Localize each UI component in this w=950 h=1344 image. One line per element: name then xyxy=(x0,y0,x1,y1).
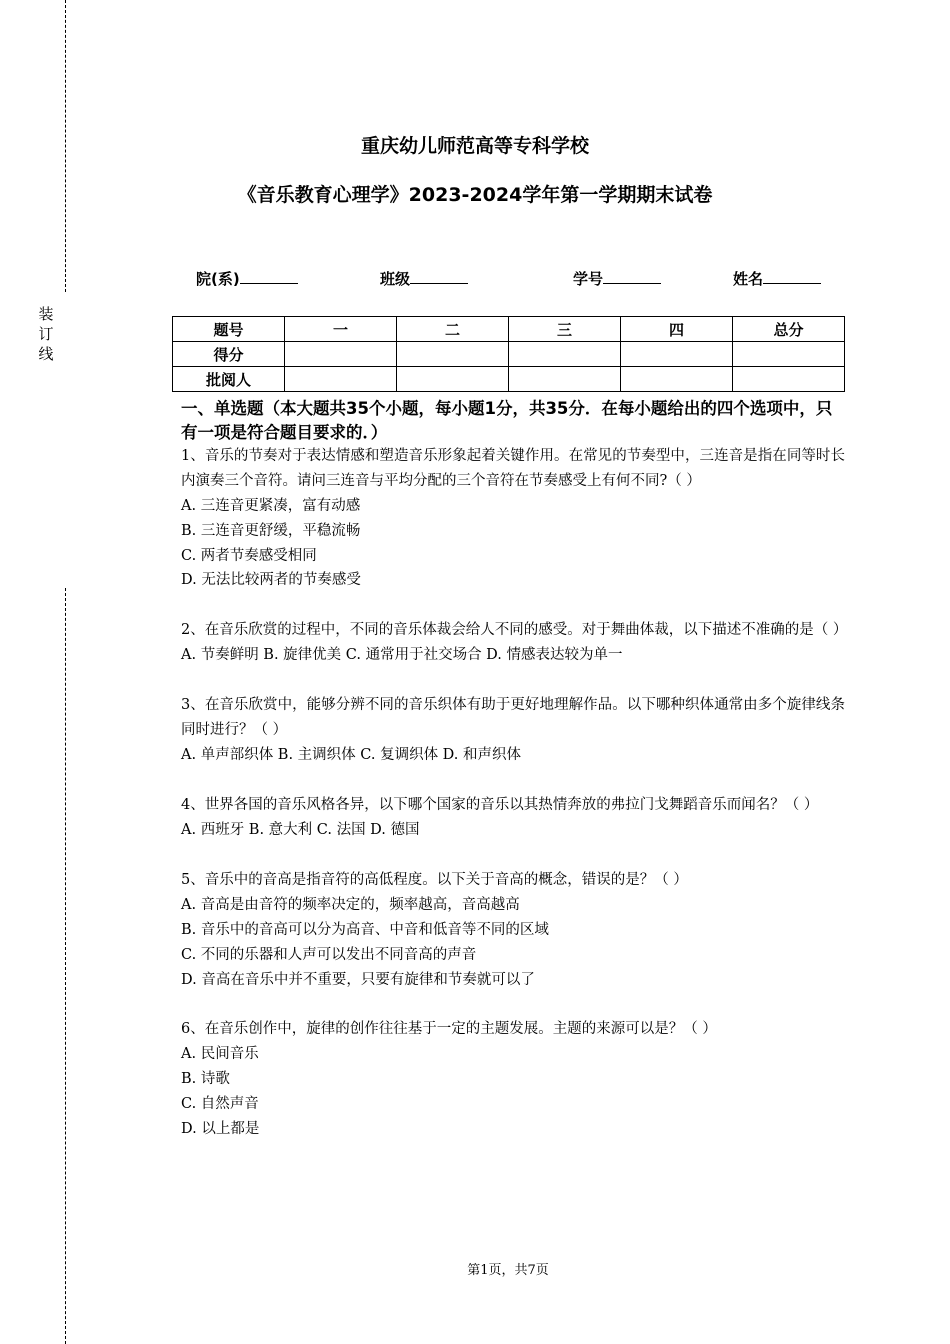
question-text: 2、在音乐欣赏的过程中，不同的音乐体裁会给人不同的感受。对于舞曲体裁，以下描述不准确的是（ ） xyxy=(181,622,848,639)
department-label: 院(系) xyxy=(196,270,240,288)
page-footer: 第1页，共7页 xyxy=(467,1263,549,1278)
student-id-field xyxy=(573,268,661,289)
score-cell[interactable] xyxy=(397,342,509,367)
binding-line-bottom xyxy=(65,588,66,1344)
binding-label: 装订线 xyxy=(38,305,54,363)
question-text: 5、音乐中的音高是指音符的高低程度。以下关于音高的概念，错误的是？（ ） xyxy=(181,872,688,889)
name-label: 姓名 xyxy=(733,270,764,288)
option-a: A. 民间音乐 xyxy=(181,1046,259,1063)
score-table-row xyxy=(173,342,845,367)
option-d: D. 以上都是 xyxy=(181,1120,260,1137)
score-table-header-row xyxy=(173,317,845,342)
options-inline: A. 单声部织体 B. 主调织体 C. 复调织体 D. 和声织体 xyxy=(181,747,522,764)
option-b: B. 诗歌 xyxy=(181,1071,230,1088)
score-table-header-cell: 二 xyxy=(397,317,509,342)
option-b: B. 音乐中的音高可以分为高音、中音和低音等不同的区域 xyxy=(181,921,549,938)
score-row-label: 得分 xyxy=(173,342,285,367)
question-1 xyxy=(181,444,845,593)
score-table xyxy=(172,316,845,392)
score-cell[interactable] xyxy=(509,342,621,367)
option-c: C. 两者节奏感受相同 xyxy=(181,547,317,564)
section-heading: 一、单选题（本大题共35个小题，每小题1分，共35分．在每小题给出的四个选项中，只有一项是符合题目要求的．） xyxy=(181,399,833,442)
option-a: A. 三连音更紧凑，富有动感 xyxy=(181,498,361,514)
score-table-header-cell: 三 xyxy=(509,317,621,342)
question-4 xyxy=(181,793,845,843)
reviewer-cell[interactable] xyxy=(397,367,509,392)
option-d: D. 音高在音乐中并不重要，只要有旋律和节奏就可以了 xyxy=(181,971,535,988)
question-2 xyxy=(181,618,848,668)
question-5 xyxy=(181,868,845,992)
score-table-header-cell: 题号 xyxy=(173,317,285,342)
class-label: 班级 xyxy=(380,270,411,288)
score-cell[interactable] xyxy=(621,342,733,367)
reviewer-row-label: 批阅人 xyxy=(173,367,285,392)
question-text: 4、世界各国的音乐风格各异，以下哪个国家的音乐以其热情奔放的弗拉门戈舞蹈音乐而闻名？（ ） xyxy=(181,797,819,814)
score-table-header-cell: 一 xyxy=(285,317,397,342)
exam-title: 《音乐教育心理学》2023-2024学年第一学期期末试卷 xyxy=(237,184,713,206)
option-d: D. 无法比较两者的节奏感受 xyxy=(181,572,361,589)
question-text: 3、在音乐欣赏中，能够分辨不同的音乐织体有助于更好地理解作品。以下哪种织体通常由多个旋律线条同时进行？（ ） xyxy=(181,697,845,739)
department-field xyxy=(196,268,298,289)
student-id-label: 学号 xyxy=(573,270,604,288)
question-6 xyxy=(181,1017,845,1141)
name-field xyxy=(733,268,821,289)
reviewer-cell[interactable] xyxy=(733,367,845,392)
option-c: C. 不同的乐器和人声可以发出不同音高的声音 xyxy=(181,946,477,963)
school-title: 重庆幼儿师范高等专科学校 xyxy=(360,135,589,157)
class-blank[interactable] xyxy=(410,269,468,284)
question-text: 1、音乐的节奏对于表达情感和塑造音乐形象起着关键作用。在常见的节奏型中，三连音是指在同等时长内演奏三个音符。请问三连音与平均分配的三个音符在节奏感受上有何不同?（ ） xyxy=(181,448,845,489)
option-c: C. 自然声音 xyxy=(181,1095,259,1112)
score-table-row xyxy=(173,367,845,392)
option-b: B. 三连音更舒缓，平稳流畅 xyxy=(181,522,361,539)
question-3 xyxy=(181,693,845,768)
name-blank[interactable] xyxy=(763,269,821,284)
question-text: 6、在音乐创作中，旋律的创作往往基于一定的主题发展。主题的来源可以是？（ ） xyxy=(181,1021,717,1038)
reviewer-cell[interactable] xyxy=(509,367,621,392)
option-a: A. 音高是由音符的频率决定的，频率越高，音高越高 xyxy=(181,897,520,914)
options-inline: A. 节奏鲜明 B. 旋律优美 C. 通常用于社交场合 D. 情感表达较为单一 xyxy=(181,647,623,664)
department-blank[interactable] xyxy=(240,269,298,284)
reviewer-cell[interactable] xyxy=(285,367,397,392)
score-cell[interactable] xyxy=(733,342,845,367)
class-field xyxy=(380,268,468,289)
score-table-header-cell: 总分 xyxy=(733,317,845,342)
reviewer-cell[interactable] xyxy=(621,367,733,392)
student-id-blank[interactable] xyxy=(603,269,661,284)
question-list xyxy=(181,444,848,1167)
score-table-header-cell: 四 xyxy=(621,317,733,342)
options-inline: A. 西班牙 B. 意大利 C. 法国 D. 德国 xyxy=(181,822,420,839)
score-cell[interactable] xyxy=(285,342,397,367)
